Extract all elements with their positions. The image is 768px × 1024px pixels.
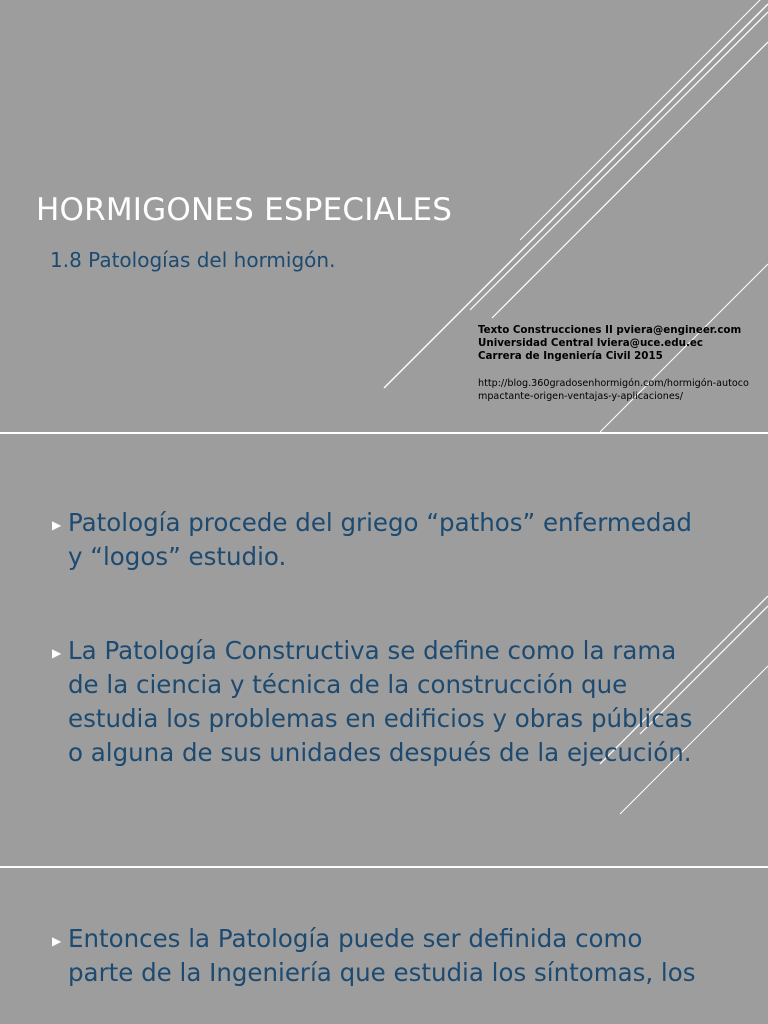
triangle-right-icon: ▶ — [52, 646, 62, 660]
triangle-right-icon: ▶ — [52, 934, 62, 948]
bullet-item — [52, 922, 708, 990]
slide-1 — [0, 0, 768, 432]
triangle-right-icon: ▶ — [52, 518, 62, 532]
bullet-text: Patología procede del griego “pathos” enfermedad y “logos” estudio. — [68, 508, 692, 571]
bullet-item — [52, 506, 708, 574]
bullet-text: Entonces la Patología puede ser definida como parte de la Ingeniería que estudia los síntomas, los — [68, 924, 696, 987]
source-citation: Texto Construcciones II pviera@engineer.com Universidad Central lviera@uce.edu.ec Carrera de Ingeniería Civil 2015 — [478, 324, 742, 362]
slide-subtitle: 1.8 Patologías del hormigón. — [50, 248, 336, 272]
slide-2 — [0, 434, 768, 866]
slide-3 — [0, 868, 768, 1024]
bullet-text: La Patología Constructiva se define como la rama de la ciencia y técnica de la construcción que estudia los problemas en edificios y obras públicas o alguna de sus unidades después de la ejecución. — [68, 636, 693, 767]
source-link[interactable]: http://blog.360gradosenhormigón.com/hormigón-autocompactante-origen-ventajas-y-aplicaciones/ — [478, 378, 749, 402]
slide-title: HORMIGONES ESPECIALES — [36, 192, 453, 228]
bullet-item — [52, 634, 708, 770]
